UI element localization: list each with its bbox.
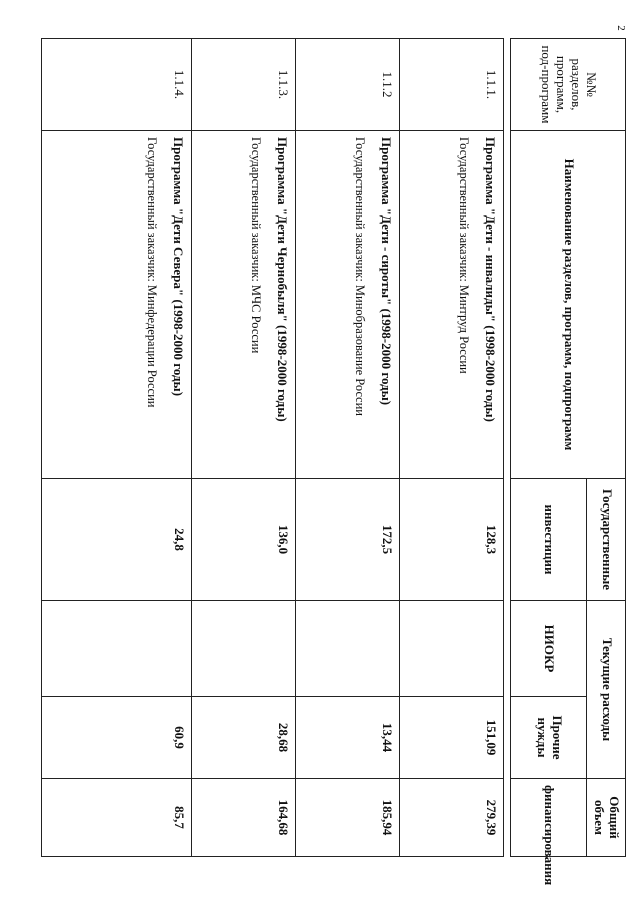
program-customer: Государственный заказчик: МЧС России [249, 137, 264, 354]
program-name: Программа "Дети - инвалиды" (1998-2000 годы) [483, 137, 499, 422]
investments-value: 128,3 [400, 479, 504, 601]
niokr-value [400, 601, 504, 697]
header-other: Прочие нужды [511, 697, 587, 779]
total-value: 85,7 [42, 779, 192, 857]
header-gov-bottom: инвестиции [511, 479, 587, 601]
investments-value: 24,8 [42, 479, 192, 601]
niokr-value [192, 601, 296, 697]
program-cell [400, 131, 504, 479]
program-customer: Государственный заказчик: Минобразование России [353, 137, 368, 416]
rotated-table-wrapper [58, 38, 626, 886]
program-cell [42, 131, 192, 479]
program-customer: Государственный заказчик: Минтруд России [457, 137, 472, 374]
program-name: Программа "Дети Севера" (1998-2000 годы) [171, 137, 187, 397]
niokr-value [296, 601, 400, 697]
row-number: 1.1.3. [192, 39, 296, 131]
program-customer: Государственный заказчик: Минфедерации России [145, 137, 160, 408]
header-num: №№ разделов, программ, под-программ [511, 39, 626, 131]
row-number: 1.1.4. [42, 39, 192, 131]
program-name: Программа "Дети Чернобыля" (1998-2000 годы) [275, 137, 291, 422]
row-number: 1.1.1. [400, 39, 504, 131]
header-gov-top: Государственные [587, 479, 626, 601]
other-needs-value: 60,9 [42, 697, 192, 779]
program-cell [296, 131, 400, 479]
header-current: Текущие расходы [587, 601, 626, 779]
other-needs-value: 151,09 [400, 697, 504, 779]
niokr-value [42, 601, 192, 697]
other-needs-value: 28,68 [192, 697, 296, 779]
table-row [400, 39, 504, 857]
financing-table [41, 38, 626, 886]
header-niokr: НИОКР [511, 601, 587, 697]
investments-value: 136,0 [192, 479, 296, 601]
total-value: 164,68 [192, 779, 296, 857]
header-name: Наименование разделов, программ, подпрограмм [511, 131, 626, 479]
total-value: 185,94 [296, 779, 400, 857]
row-number: 1.1.2 [296, 39, 400, 131]
program-cell [192, 131, 296, 479]
table-row [42, 39, 192, 857]
table-row [296, 39, 400, 857]
total-value: 279,39 [400, 779, 504, 857]
investments-value: 172,5 [296, 479, 400, 601]
table-row [192, 39, 296, 857]
header-total-top: Общий объем [587, 779, 626, 857]
page-number: 2 [614, 25, 627, 31]
header-total-bottom: финансирования [511, 779, 587, 857]
other-needs-value: 13,44 [296, 697, 400, 779]
program-name: Программа "Дети - сироты" (1998-2000 годы) [379, 137, 395, 406]
